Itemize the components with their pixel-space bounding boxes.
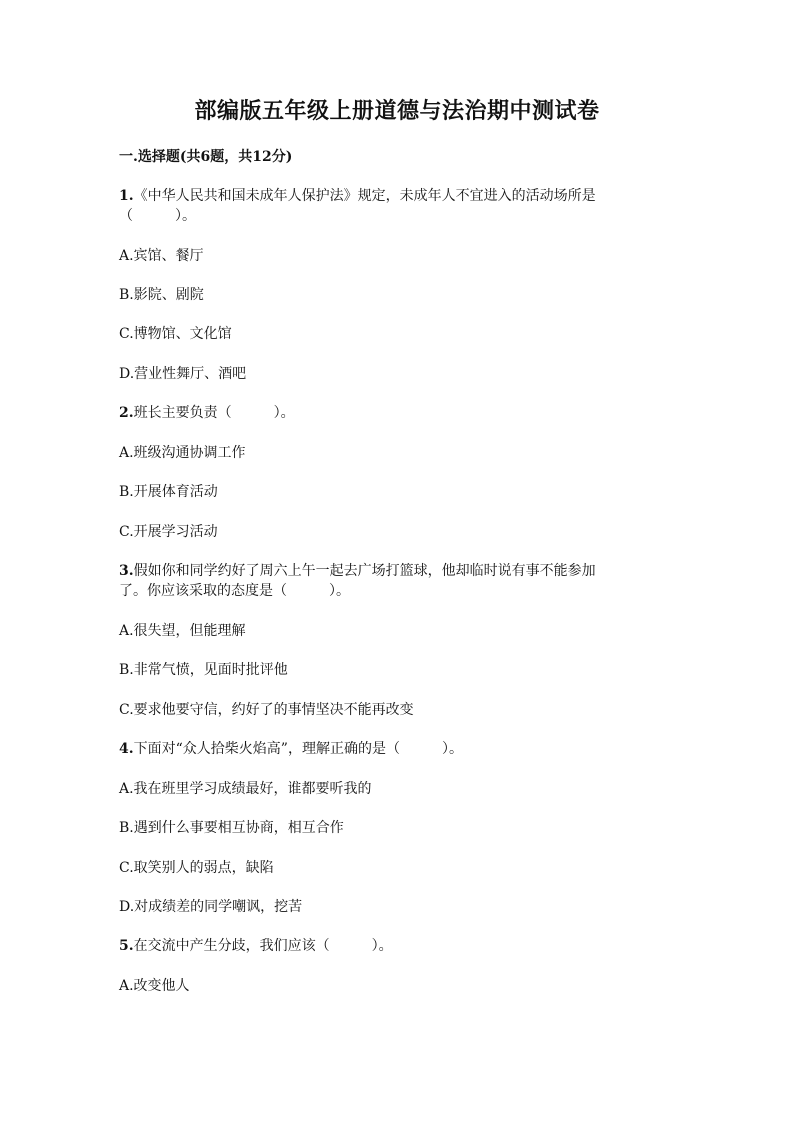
question-1-option-a: A.宾馆、餐厅 bbox=[119, 248, 204, 264]
question-1-stem-line-2: （ ）。 bbox=[119, 208, 196, 224]
question-5-option-a: A.改变他人 bbox=[119, 978, 190, 994]
question-4-stem-text: 下面对“众人拾柴火焰高”，理解正确的是（ ）。 bbox=[133, 741, 463, 757]
question-4-number: 4. bbox=[119, 741, 134, 757]
question-1-option-d: D.营业性舞厅、酒吧 bbox=[119, 366, 247, 382]
question-2-stem-line-1 bbox=[119, 402, 295, 424]
question-3-stem-text: 假如你和同学约好了周六上午一起去广场打篮球，他却临时说有事不能参加 bbox=[133, 563, 596, 579]
question-2-option-c: C.开展学习活动 bbox=[119, 524, 218, 540]
question-3-option-a: A.很失望，但能理解 bbox=[119, 623, 246, 639]
question-5-stem-line-1 bbox=[119, 935, 393, 957]
question-1-stem-line-1 bbox=[119, 185, 596, 207]
question-4-option-b: B.遇到什么事要相互协商，相互合作 bbox=[119, 820, 344, 836]
question-4-stem-line-1 bbox=[119, 738, 463, 760]
question-4-option-c: C.取笑别人的弱点，缺陷 bbox=[119, 860, 274, 876]
question-1-option-c: C.博物馆、文化馆 bbox=[119, 326, 232, 342]
question-1-option-b: B.影院、剧院 bbox=[119, 287, 204, 303]
question-2-stem-text: 班长主要负责（ ）。 bbox=[133, 405, 295, 421]
question-2-option-a: A.班级沟通协调工作 bbox=[119, 445, 246, 461]
question-2-number: 2. bbox=[119, 405, 134, 421]
question-1-number: 1. bbox=[119, 188, 134, 204]
question-3-option-c: C.要求他要守信，约好了的事情坚决不能再改变 bbox=[119, 702, 414, 718]
question-3-option-b: B.非常气愤，见面时批评他 bbox=[119, 662, 288, 678]
question-4-option-d: D.对成绩差的同学嘲讽，挖苦 bbox=[119, 899, 303, 915]
question-3-number: 3. bbox=[119, 563, 134, 579]
question-5-number: 5. bbox=[119, 938, 134, 954]
section-heading: 一.选择题(共6题，共12分) bbox=[119, 149, 293, 165]
question-3-stem-line-1 bbox=[119, 560, 596, 582]
question-4-option-a: A.我在班里学习成绩最好，谁都要听我的 bbox=[119, 781, 372, 797]
question-1-stem-text: 《中华人民共和国未成年人保护法》规定，未成年人不宜进入的活动场所是 bbox=[133, 188, 596, 204]
question-3-stem-line-2: 了。你应该采取的态度是（ ）。 bbox=[119, 583, 350, 599]
question-2-option-b: B.开展体育活动 bbox=[119, 484, 218, 500]
page-title: 部编版五年级上册道德与法治期中测试卷 bbox=[194, 98, 600, 124]
question-5-stem-text: 在交流中产生分歧，我们应该（ ）。 bbox=[133, 938, 393, 954]
